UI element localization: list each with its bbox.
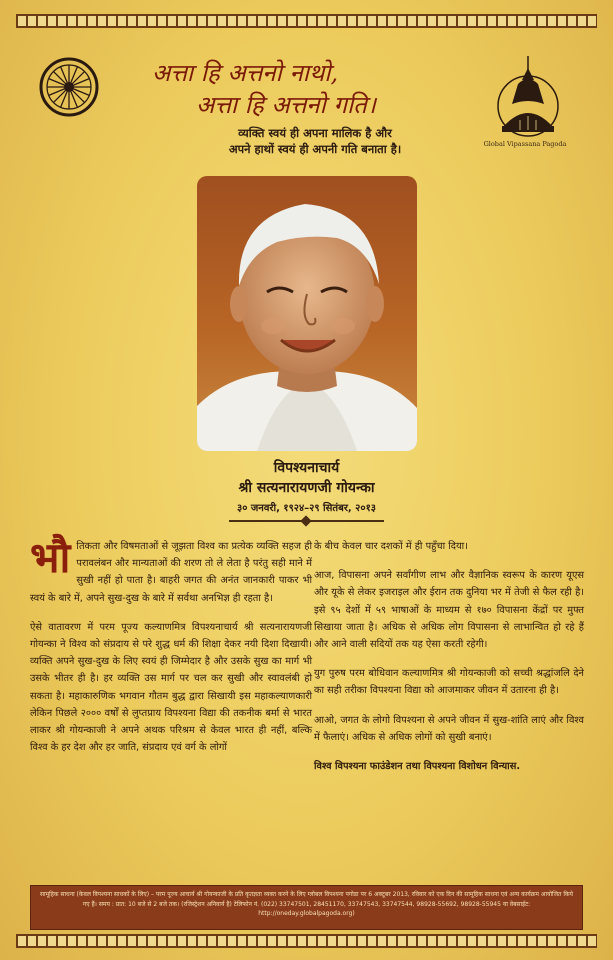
right-signature: विश्व विपश्यना फाउंडेशन तथा विपश्यना विशोधन विन्यास. [314,761,521,773]
pali-verse-line-2: अत्ता हि अत्तनो गति। [196,91,376,119]
left-paragraph-1-text: तिकता और विषमताओं से जूझता विश्व का प्रत्येक व्यक्ति सहज ही परावलंबन और मान्यताओं की शरण तो ले लेता है परंतु सही माने में सुखी नहीं हो पाता है। बाहरी जगत की अनंत जानकारी पाकर भी स्वयं के बारे में, अपने सुख-दुख के बारे में सर्वथा अनभिज्ञ ही रहता है। [30,541,312,604]
right-paragraph-2: आज, विपासना अपने सर्वांगीण लाभ और वैज्ञानिक स्वरूप के कारण यूएस और यूके से लेकर इजराइल और ईरान तक दुनिया भर में तेजी से फैल रही है। इसे ९५ देशों में ५९ भाषाओं के माध्यम से १७० विपासना केंद्रों पर मुफ्त सिखाया जाता है। अधिक से अधिक लोग विपासना से लाभान्वित हो रहे हैं और आने वाली सदियों तक यह ऐसा करती रहेगी। [314,570,584,651]
portrait-photo [197,176,417,451]
divider-diamond [300,515,311,526]
portrait-role: विपश्यनाचार्य [273,460,340,476]
left-column [30,533,312,768]
portrait-name: श्री सत्यनारायणजी गोयन्का [238,480,375,496]
right-paragraph-3: युग पुरुष परम बोधिवान कल्याणमित्र श्री गोयन्काजी को सच्ची श्रद्धांजलि देने का सही तरीका विपश्यना विद्या को आजमाकर जीवन में उतारना ही है। [314,668,584,697]
dhamma-wheel-icon [38,56,100,118]
drop-cap: भौ [30,533,71,582]
pagoda-label: Global Vipassana Pagoda [483,140,567,148]
left-paragraph-2: ऐसे वातावरण में परम पूज्य कल्याणमित्र विपश्यनाचार्य श्री सत्यनारायणजी गोयन्का ने विश्व को संप्रदाय से परे शुद्ध धर्म की शिक्षा देकर नयी दिशा दिखायी। व्यक्ति अपने सुख-दुख के लिए स्वयं ही जिम्मेदार है और उसके सुख का मार्ग भी उसके भीतर ही है। हर व्यक्ति उस मार्ग पर चल कर सुखी और स्वावलंबी हो सकता है। महाकारुणिक भगवान गौतम बुद्ध द्वारा सिखायी इस महाकल्याणकारी लेकिन पिछले २००० वर्षों से लुप्तप्राय विपश्यना विद्या की तकनीक बर्मा से भारत लाकर श्री गोयन्काजी ने अपने अथक परिश्रम से केवल भारत ही नहीं, बल्कि विश्व के हर देश और हर जाति, संप्रदाय एवं वर्ग के लोगों [30,621,312,754]
greek-key-border-top [16,14,597,28]
portrait-dates: ३० जनवरी, १९२४–२९ सितंबर, २०१३ [237,503,376,514]
motto-line-1: व्यक्ति स्वयं ही अपना मालिक है और [238,126,392,140]
global-pagoda-logo [488,54,568,146]
footer-text: सामूहिक साधना (केवल विपश्यना साधकों के लिए) – परम पूज्य आचार्य श्री गोयन्काजी के प्रति कृतज्ञता व्यक्त करने के लिए ग्लोबल विपश्यना पगोडा पर 6 अक्टूबर 2013, रविवार को एक दिन की सामूहिक साधना एवं अन्य कार्यक्रम आयोजित किये गए हैं। समय : प्रात: 10 बजे से 2 बजे तक। (रजिस्ट्रेशन अनिवार्य है) टेलिफोन नं. (022) 33747501, 28451170, 33747543, 33747544, 98928-55692, 98928-55945 या वेबसाईट: http://oneday.globalpagoda.org) [39,891,573,917]
greek-key-border-bottom [16,934,597,948]
motto-line-2: अपने हाथों स्वयं ही अपनी गति बनाता है। [228,142,402,156]
footer-notice [30,885,583,930]
left-paragraph-1 [30,533,312,607]
right-paragraph-4: आओ, जगत के लोगो विपश्यना से अपने जीवन में सुख-शांति लाएं और विश्व में फैलाएं। अधिक से अधिक लोगों को सुखी बनाएं। [314,714,584,743]
right-column [314,538,584,787]
right-paragraph-1: के बीच केवल चार दशकों में ही पहुँचा दिया। [314,541,468,552]
pali-verse-line-1: अत्ता हि अत्तनो नाथो, [152,59,339,87]
